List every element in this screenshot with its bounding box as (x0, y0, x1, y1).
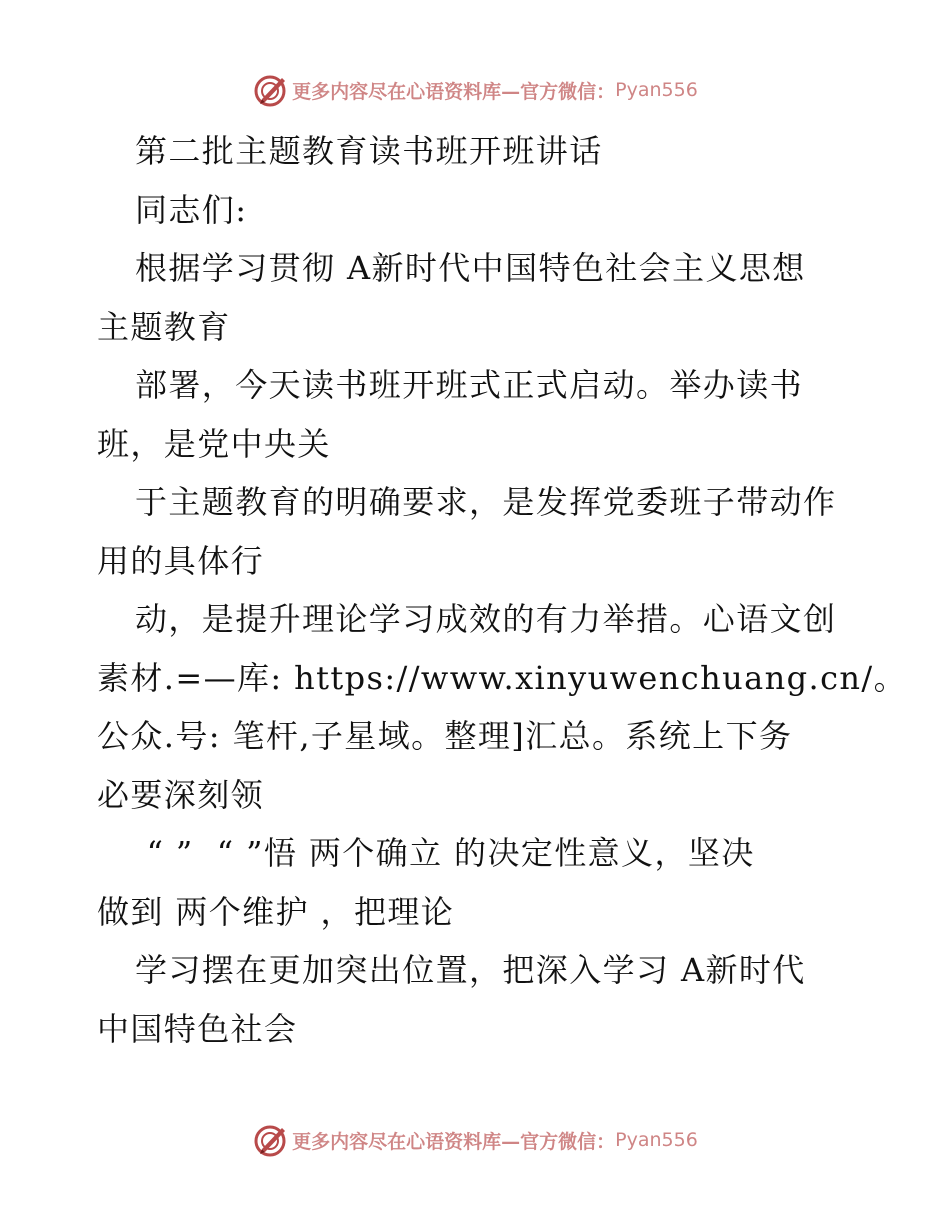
pen-logo-icon (252, 1122, 288, 1158)
paragraph-line: 做到 两个维护 ，把理论 (97, 892, 455, 931)
paragraph-line: 部署，今天读书班开班式正式启动。举办读书 (135, 366, 804, 404)
banner-text: 更多内容尽在心语资料库—官方微信： (292, 1130, 616, 1153)
paragraph-line: 学习摆在更加突出位置，把深入学习 A新时代 (135, 951, 806, 989)
paragraph-line: 动，是提升理论学习成效的有力举措。心语文创 (135, 600, 837, 638)
paragraph-line: 素材.=—库: https://www.xinyuwenchuang.cn/。 (97, 658, 907, 697)
wechat-id: Pyan556 (615, 1129, 698, 1151)
salutation: 同志们: (135, 190, 248, 229)
paragraph-line: “ ” “ ”悟 两个确立 的决定性意义，坚决 (135, 834, 755, 872)
pen-logo-icon (252, 72, 288, 108)
paragraph-line: 公众.号: 笔杆,子星域。整理]汇总。系统上下务 (97, 717, 793, 755)
banner-text: 更多内容尽在心语资料库—官方微信： (292, 80, 616, 103)
paragraph-line: 根据学习贯彻 A新时代中国特色社会主义思想 (135, 249, 806, 287)
wechat-id: Pyan556 (615, 79, 698, 101)
paragraph-line: 中国特色社会 (97, 1009, 298, 1048)
document-body (97, 122, 907, 1058)
paragraph-line: 班，是党中央关 (97, 424, 331, 463)
footer-banner (0, 1120, 950, 1160)
document-title: 第二批主题教育读书班开班讲话 (135, 132, 603, 170)
paragraph-line: 于主题教育的明确要求，是发挥党委班子带动作 (135, 483, 837, 521)
paragraph-line: 用的具体行 (97, 541, 265, 580)
header-banner (0, 70, 950, 110)
paragraph-line: 必要深刻领 (97, 775, 265, 814)
paragraph-line: 主题教育 (97, 307, 231, 346)
